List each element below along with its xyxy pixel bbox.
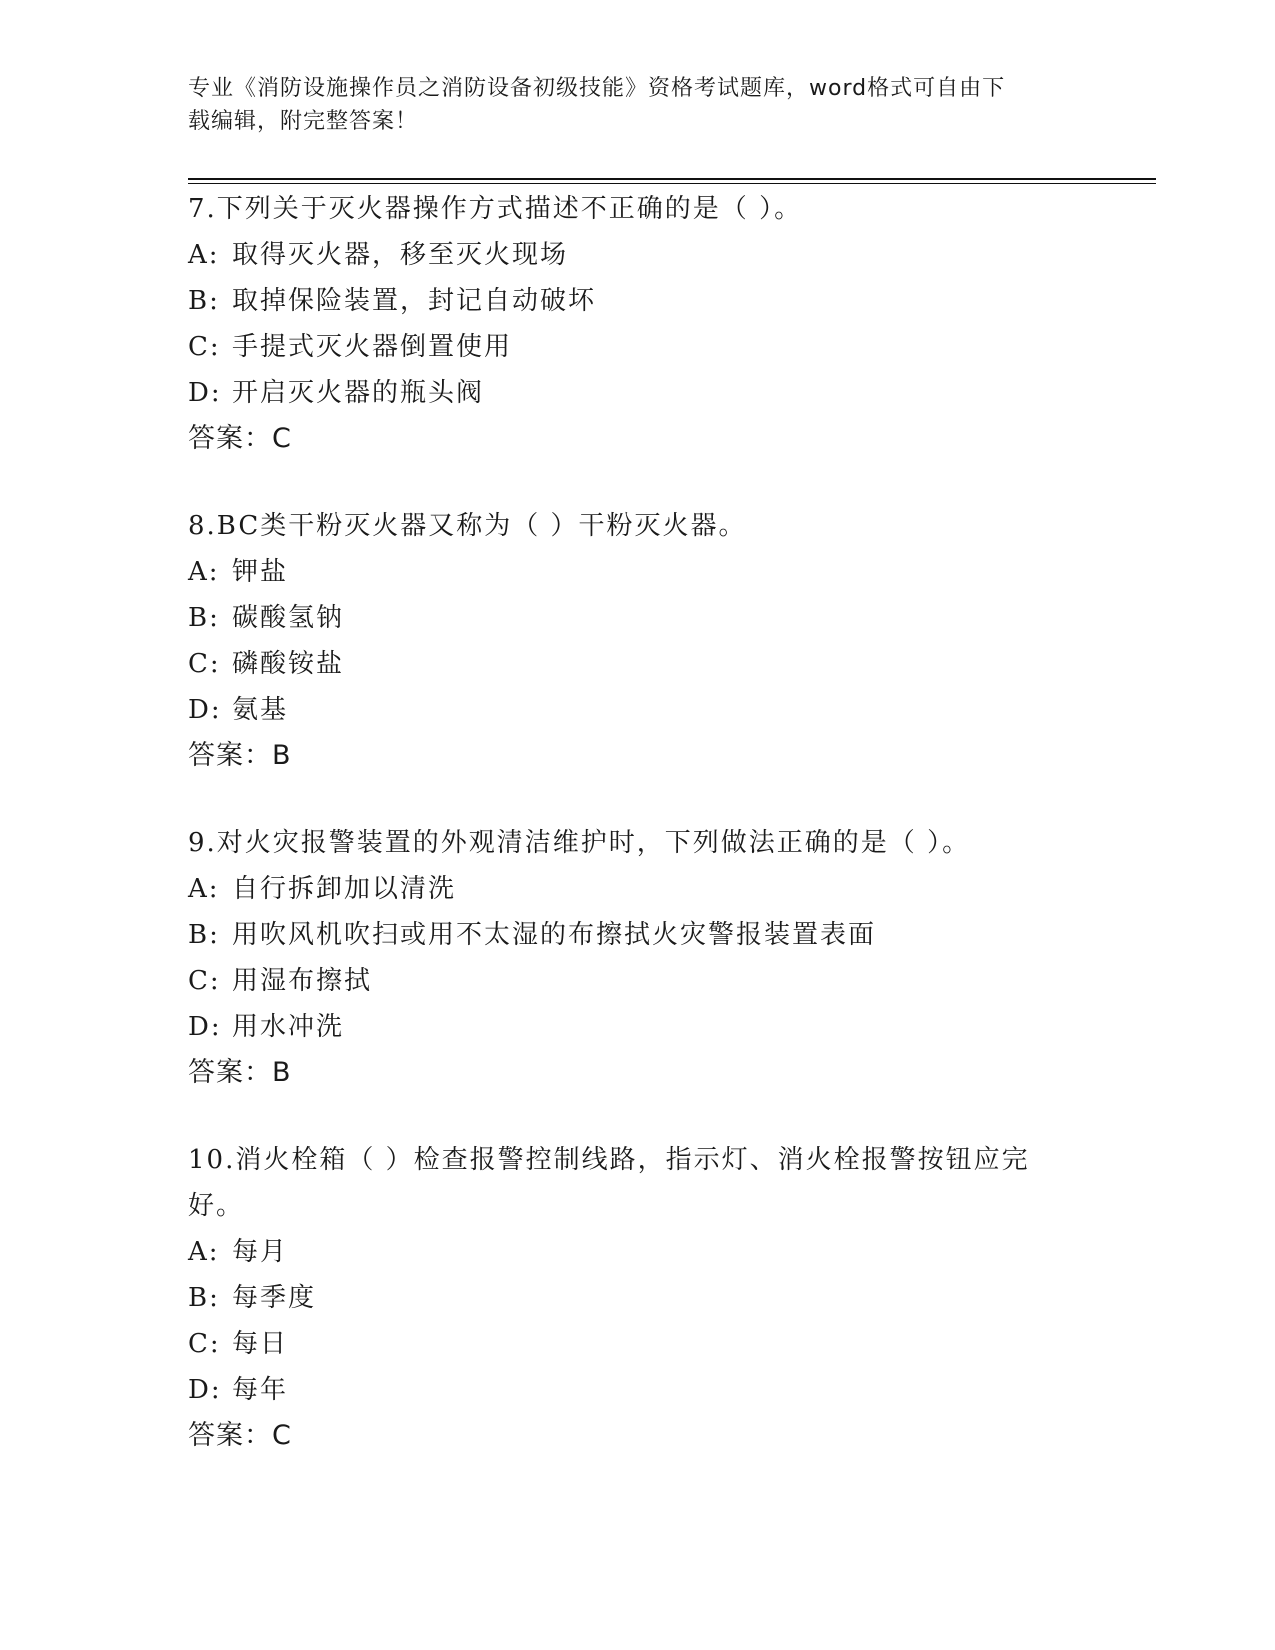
- option-c: [188, 641, 1088, 687]
- option-b: [188, 912, 1088, 958]
- option-text: 钾盐: [232, 557, 289, 587]
- answer-label: 答案：C: [188, 1420, 292, 1451]
- option-a: [188, 549, 1088, 595]
- option-text: 用吹风机吹扫或用不太湿的布擦拭火灾警报装置表面: [232, 920, 877, 950]
- option-text: 氨基: [232, 695, 289, 725]
- option-b: [188, 595, 1088, 641]
- answer-label: 答案：B: [188, 740, 292, 771]
- option-text: 手提式灭火器倒置使用: [232, 332, 513, 362]
- option-text: 取得灭火器，移至灭火现场: [232, 240, 569, 270]
- option-d: [188, 1004, 1088, 1050]
- answer-label: 答案：C: [188, 423, 292, 454]
- option-c: [188, 958, 1088, 1004]
- question-7: [188, 186, 1088, 462]
- option-letter: B:: [188, 920, 220, 950]
- question-10: [188, 1137, 1088, 1459]
- option-text: 每年: [232, 1375, 289, 1405]
- option-text: 开启灭火器的瓶头阀: [232, 378, 485, 408]
- option-letter: D:: [188, 1375, 222, 1405]
- question-stem: 10.消火栓箱（ ）检查报警控制线路，指示灯、消火栓报警按钮应完: [188, 1145, 1030, 1175]
- option-text: 用湿布擦拭: [232, 966, 373, 996]
- option-text: 每季度: [232, 1283, 317, 1313]
- header-line-2: 载编辑，附完整答案！: [188, 109, 419, 134]
- option-d: [188, 1367, 1088, 1413]
- option-text: 每月: [232, 1237, 289, 1267]
- option-letter: B:: [188, 603, 220, 633]
- option-text: 取掉保险装置，封记自动破坏: [232, 286, 597, 316]
- question-9: [188, 820, 1088, 1096]
- option-letter: A:: [188, 1237, 220, 1267]
- option-text: 自行拆卸加以清洗: [232, 874, 457, 904]
- option-letter: B:: [188, 286, 220, 316]
- option-letter: A:: [188, 557, 220, 587]
- option-text: 用水冲洗: [232, 1012, 345, 1042]
- option-letter: C:: [188, 332, 221, 362]
- option-a: [188, 866, 1088, 912]
- option-c: [188, 1321, 1088, 1367]
- option-d: [188, 687, 1088, 733]
- option-c: [188, 324, 1088, 370]
- option-d: [188, 370, 1088, 416]
- option-text: 磷酸铵盐: [232, 649, 345, 679]
- option-letter: A:: [188, 240, 220, 270]
- question-8: [188, 503, 1088, 779]
- document-header: [188, 72, 1068, 138]
- question-stem: 9.对火灾报警装置的外观清洁维护时，下列做法正确的是（ ）。: [188, 828, 971, 858]
- option-letter: C:: [188, 1329, 221, 1359]
- option-letter: D:: [188, 1012, 222, 1042]
- option-letter: B:: [188, 1283, 220, 1313]
- question-stem: 8.BC类干粉灭火器又称为（ ）干粉灭火器。: [188, 511, 747, 541]
- option-a: [188, 232, 1088, 278]
- option-letter: D:: [188, 378, 222, 408]
- question-stem-continued: 好。: [188, 1191, 245, 1221]
- question-stem: 7.下列关于灭火器操作方式描述不正确的是（ ）。: [188, 194, 803, 224]
- answer-label: 答案：B: [188, 1057, 292, 1088]
- option-letter: A:: [188, 874, 220, 904]
- option-text: 碳酸氢钠: [232, 603, 345, 633]
- option-a: [188, 1229, 1088, 1275]
- option-letter: C:: [188, 966, 221, 996]
- header-divider-thick: [188, 178, 1156, 180]
- option-b: [188, 278, 1088, 324]
- header-line-1: 专业《消防设施操作员之消防设备初级技能》资格考试题库，word格式可自由下: [188, 76, 1006, 101]
- option-letter: C:: [188, 649, 221, 679]
- option-b: [188, 1275, 1088, 1321]
- header-divider-thin: [188, 183, 1156, 184]
- option-letter: D:: [188, 695, 222, 725]
- option-text: 每日: [232, 1329, 289, 1359]
